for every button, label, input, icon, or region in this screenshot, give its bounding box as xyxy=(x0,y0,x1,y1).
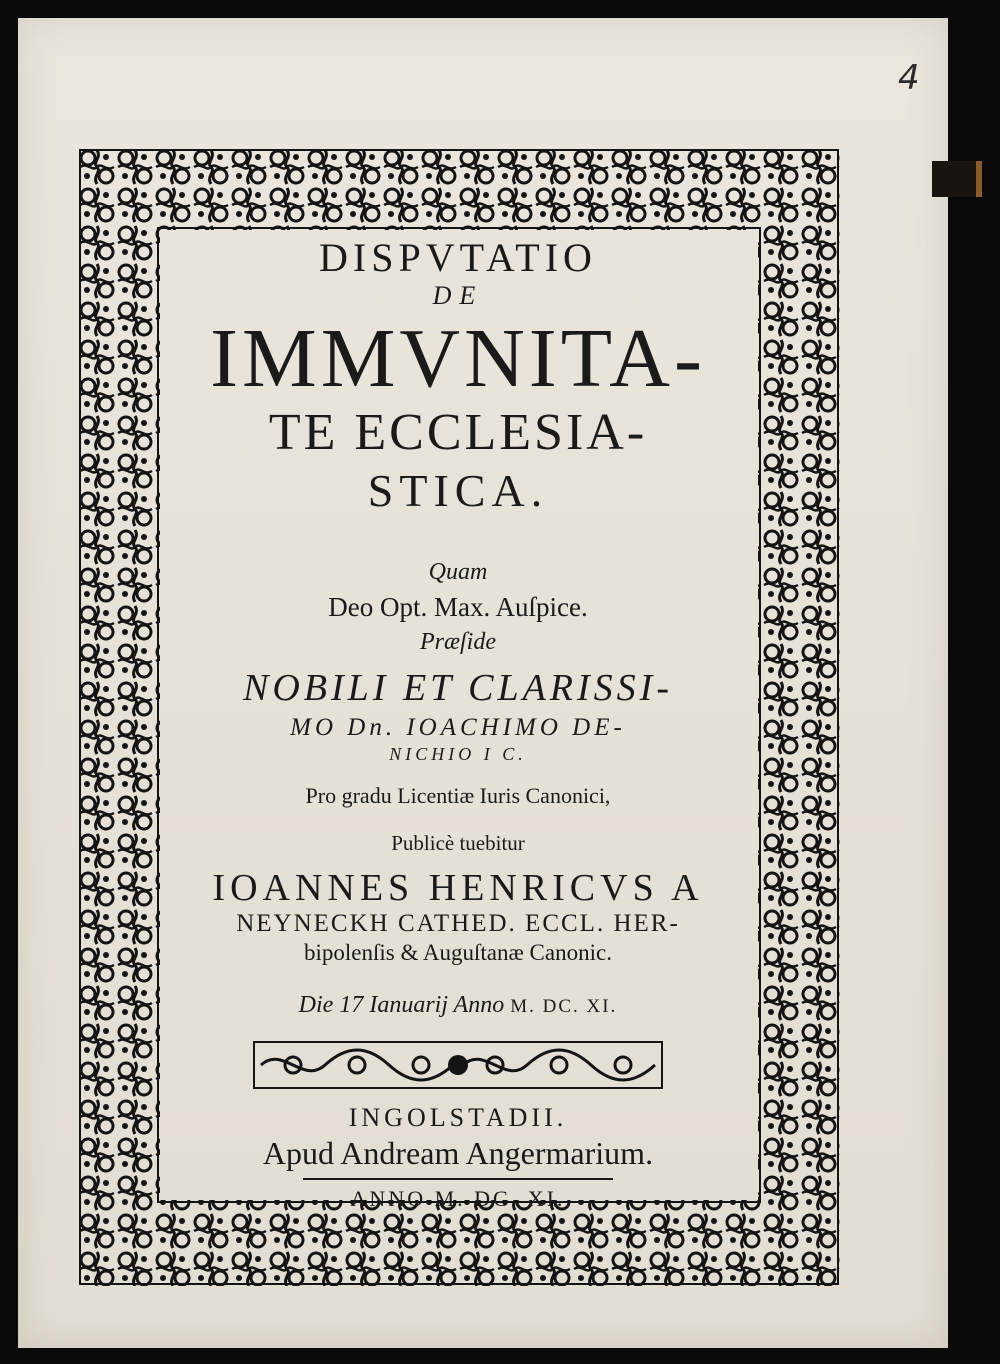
page-number: 4 xyxy=(898,58,920,98)
defense-line: Publicè tuebitur xyxy=(391,831,525,855)
title-page xyxy=(18,18,948,1348)
imprint-place: INGOLSTADII. xyxy=(348,1103,568,1132)
praeses-line-2: MO Dn. IOACHIMO DE- xyxy=(290,714,626,741)
date-year: M. DC. XI. xyxy=(510,996,618,1017)
title-text-block xyxy=(158,228,758,1212)
title-line-4: TE ECCLESIA- xyxy=(268,404,648,461)
respondent-line-2: NEYNECKH CATHED. ECCL. HER- xyxy=(236,910,680,937)
date-line xyxy=(158,992,758,1019)
imprint-divider xyxy=(303,1178,613,1180)
respondent-line-1: IOANNES HENRICVS A xyxy=(212,867,704,909)
dedication-praeside: Præſide xyxy=(420,629,496,655)
dedication-auspice: Deo Opt. Max. Auſpice. xyxy=(328,592,588,622)
dedication-quam: Quam xyxy=(428,559,488,585)
ornamental-band-icon xyxy=(253,1041,663,1089)
imprint-printer: Apud Andream Angermarium. xyxy=(262,1135,654,1171)
praeses-line-3: NICHIO I C. xyxy=(389,744,527,764)
title-line-5: STICA. xyxy=(367,465,549,516)
title-line-1: DISPVTATIO xyxy=(319,235,597,280)
praeses-line-1: NOBILI ET CLARISSI- xyxy=(243,667,673,709)
imprint-year: ANNO M. DC. XI. xyxy=(350,1186,566,1211)
respondent-line-3: bipolenſis & Auguſtanæ Canonic. xyxy=(304,940,612,965)
degree-line: Pro gradu Licentiæ Iuris Canonici, xyxy=(305,783,611,808)
tab-marker xyxy=(932,161,982,197)
date-prefix: Die 17 Ianuarij Anno xyxy=(298,992,505,1018)
title-line-2: DE xyxy=(432,281,484,310)
title-line-3: IMMVNITA- xyxy=(210,312,706,405)
